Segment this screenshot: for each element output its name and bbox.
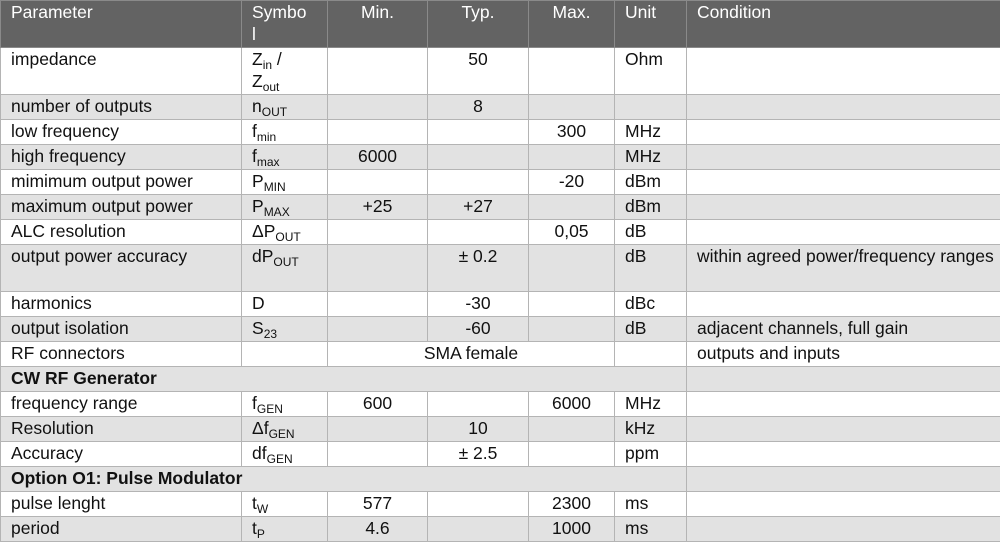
cell-symbol <box>242 442 328 467</box>
symbol-sub: min <box>257 130 276 144</box>
cell-min <box>328 95 428 120</box>
cell-symbol <box>242 120 328 145</box>
cell-max: 6000 <box>529 392 615 417</box>
cell-unit: MHz <box>615 392 687 417</box>
symbol-text: Δf <box>252 418 269 438</box>
symbol-text: P <box>252 171 264 191</box>
section-pulse-modulator <box>1 467 1000 492</box>
cell-symbol <box>242 145 328 170</box>
symbol-text: ΔP <box>252 221 275 241</box>
symbol-text: P <box>252 196 264 216</box>
cell-unit: dBc <box>615 292 687 317</box>
cell-min <box>328 48 428 95</box>
cell-param: low frequency <box>1 120 242 145</box>
cell-symbol <box>242 417 328 442</box>
cell-min <box>328 170 428 195</box>
cell-symbol: D <box>242 292 328 317</box>
cell-min <box>328 442 428 467</box>
cell-param: number of outputs <box>1 95 242 120</box>
cell-param: period <box>1 517 242 542</box>
row-min-power <box>1 170 1000 195</box>
row-output-isolation <box>1 317 1000 342</box>
symbol-text: Z <box>252 71 263 91</box>
row-alc-resolution <box>1 220 1000 245</box>
cell-min: 577 <box>328 492 428 517</box>
cell-min: 4.6 <box>328 517 428 542</box>
cell-symbol <box>242 48 328 95</box>
symbol-text: t <box>252 493 257 513</box>
row-pulse-length <box>1 492 1000 517</box>
header-symbol-part2: l <box>252 24 256 44</box>
cell-condition <box>687 170 1000 195</box>
cell-symbol <box>242 392 328 417</box>
cell-typ <box>428 220 529 245</box>
symbol-text: n <box>252 96 262 116</box>
cell-typ: -30 <box>428 292 529 317</box>
row-high-frequency <box>1 145 1000 170</box>
cell-typ: ± 2.5 <box>428 442 529 467</box>
cell-param: RF connectors <box>1 342 242 367</box>
cell-typ: +27 <box>428 195 529 220</box>
cell-condition <box>687 492 1000 517</box>
cell-typ <box>428 170 529 195</box>
cell-symbol <box>242 245 328 292</box>
cell-typ <box>428 492 529 517</box>
row-harmonics <box>1 292 1000 317</box>
cell-unit: ms <box>615 517 687 542</box>
cell-unit: Ohm <box>615 48 687 95</box>
cell-min <box>328 292 428 317</box>
cell-unit: ppm <box>615 442 687 467</box>
header-max: Max. <box>529 1 615 48</box>
symbol-text: f <box>252 393 257 413</box>
symbol-sub: MAX <box>264 205 290 219</box>
cell-max: 1000 <box>529 517 615 542</box>
symbol-sub: max <box>257 155 280 169</box>
cell-min <box>328 245 428 292</box>
symbol-sub: 23 <box>264 327 277 341</box>
cell-symbol <box>242 342 328 367</box>
cell-typ: 10 <box>428 417 529 442</box>
cell-param: ALC resolution <box>1 220 242 245</box>
cell-unit: MHz <box>615 145 687 170</box>
cell-symbol <box>242 517 328 542</box>
cell-condition <box>687 292 1000 317</box>
cell-param: impedance <box>1 48 242 95</box>
cell-max <box>529 292 615 317</box>
cell-param: harmonics <box>1 292 242 317</box>
cell-max: 300 <box>529 120 615 145</box>
cell-param: high frequency <box>1 145 242 170</box>
cell-typ: -60 <box>428 317 529 342</box>
cell-typ <box>428 120 529 145</box>
symbol-text: f <box>252 146 257 166</box>
section-cw-rf-generator <box>1 367 1000 392</box>
cell-param: Accuracy <box>1 442 242 467</box>
cell-param: pulse lenght <box>1 492 242 517</box>
cell-symbol <box>242 220 328 245</box>
cell-max <box>529 95 615 120</box>
cell-min <box>328 417 428 442</box>
cell-param: maximum output power <box>1 195 242 220</box>
cell-condition: outputs and inputs <box>687 342 1000 367</box>
symbol-sub: MIN <box>264 180 286 194</box>
cell-max <box>529 317 615 342</box>
row-low-frequency <box>1 120 1000 145</box>
cell-condition <box>687 220 1000 245</box>
row-period <box>1 517 1000 542</box>
cell-min: 600 <box>328 392 428 417</box>
cell-typ <box>428 392 529 417</box>
row-outputs <box>1 95 1000 120</box>
row-impedance <box>1 48 1000 95</box>
symbol-text: dP <box>252 246 273 266</box>
row-accuracy <box>1 442 1000 467</box>
section-title: Option O1: Pulse Modulator <box>1 467 687 492</box>
symbol-text: S <box>252 318 264 338</box>
cell-param: output power accuracy <box>1 245 242 292</box>
cell-condition <box>687 95 1000 120</box>
cell-condition <box>687 367 1000 392</box>
symbol-sub: P <box>257 527 265 541</box>
cell-condition: within agreed power/frequency ranges <box>687 245 1000 292</box>
cell-merged-value: SMA female <box>328 342 615 367</box>
symbol-sub: OUT <box>275 230 300 244</box>
cell-condition <box>687 392 1000 417</box>
cell-symbol <box>242 95 328 120</box>
header-parameter: Parameter <box>1 1 242 48</box>
cell-condition <box>687 517 1000 542</box>
cell-max: -20 <box>529 170 615 195</box>
cell-param: output isolation <box>1 317 242 342</box>
cell-min <box>328 120 428 145</box>
header-min: Min. <box>328 1 428 48</box>
cell-condition <box>687 467 1000 492</box>
cell-typ: 50 <box>428 48 529 95</box>
symbol-sub: GEN <box>267 452 293 466</box>
symbol-sub: OUT <box>262 105 287 119</box>
cell-condition <box>687 195 1000 220</box>
row-frequency-range <box>1 392 1000 417</box>
symbol-sub: OUT <box>273 255 298 269</box>
cell-min <box>328 220 428 245</box>
symbol-sub: GEN <box>269 427 295 441</box>
cell-symbol <box>242 492 328 517</box>
cell-unit: dB <box>615 220 687 245</box>
cell-max <box>529 245 615 292</box>
cell-unit <box>615 95 687 120</box>
symbol-sub: in <box>263 58 272 72</box>
cell-unit: dB <box>615 245 687 292</box>
cell-param: mimimum output power <box>1 170 242 195</box>
header-row <box>1 1 1000 48</box>
cell-condition <box>687 145 1000 170</box>
cell-max <box>529 145 615 170</box>
cell-unit: MHz <box>615 120 687 145</box>
cell-condition: adjacent channels, full gain <box>687 317 1000 342</box>
header-typ: Typ. <box>428 1 529 48</box>
header-symbol-part1: Symbo <box>252 2 306 22</box>
cell-typ <box>428 145 529 170</box>
cell-max <box>529 417 615 442</box>
section-title: CW RF Generator <box>1 367 687 392</box>
row-max-power <box>1 195 1000 220</box>
cell-condition <box>687 417 1000 442</box>
cell-max <box>529 195 615 220</box>
row-resolution <box>1 417 1000 442</box>
row-rf-connectors <box>1 342 1000 367</box>
cell-min: 6000 <box>328 145 428 170</box>
header-condition: Condition <box>687 1 1000 48</box>
symbol-sub: out <box>263 80 280 94</box>
cell-max: 2300 <box>529 492 615 517</box>
cell-typ <box>428 517 529 542</box>
cell-unit: dB <box>615 317 687 342</box>
cell-min: +25 <box>328 195 428 220</box>
cell-min <box>328 317 428 342</box>
cell-unit <box>615 342 687 367</box>
header-symbol <box>242 1 328 48</box>
row-power-accuracy <box>1 245 1000 292</box>
cell-unit: dBm <box>615 195 687 220</box>
symbol-sub: GEN <box>257 402 283 416</box>
cell-typ: ± 0.2 <box>428 245 529 292</box>
cell-param: Resolution <box>1 417 242 442</box>
symbol-sub: W <box>257 502 268 516</box>
symbol-text: df <box>252 443 267 463</box>
cell-symbol <box>242 170 328 195</box>
cell-typ: 8 <box>428 95 529 120</box>
cell-condition <box>687 48 1000 95</box>
cell-condition <box>687 442 1000 467</box>
symbol-text: t <box>252 518 257 538</box>
symbol-separator: / <box>272 49 282 69</box>
cell-condition <box>687 120 1000 145</box>
cell-unit: kHz <box>615 417 687 442</box>
symbol-text: f <box>252 121 257 141</box>
cell-unit: ms <box>615 492 687 517</box>
cell-unit: dBm <box>615 170 687 195</box>
header-unit: Unit <box>615 1 687 48</box>
symbol-text: Z <box>252 49 263 69</box>
cell-symbol <box>242 317 328 342</box>
cell-max: 0,05 <box>529 220 615 245</box>
cell-max <box>529 48 615 95</box>
cell-symbol <box>242 195 328 220</box>
cell-param: frequency range <box>1 392 242 417</box>
cell-max <box>529 442 615 467</box>
